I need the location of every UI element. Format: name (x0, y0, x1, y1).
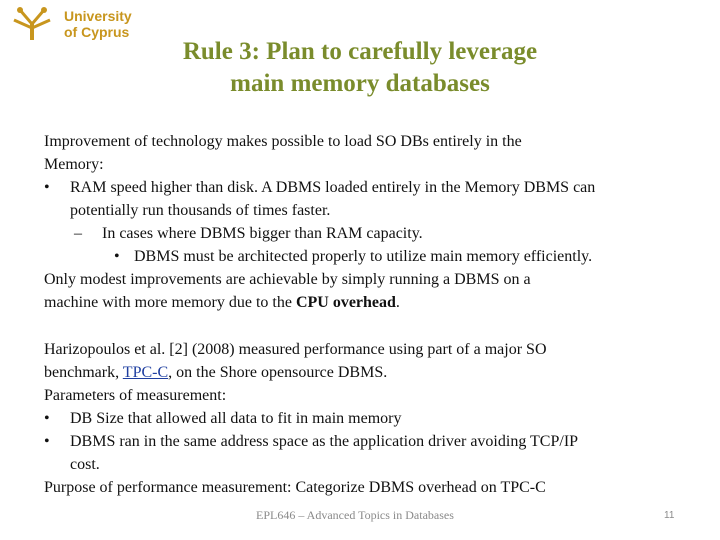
bullet-text: DBMS ran in the same address space as the application driver avoiding TCP/IP (70, 433, 579, 450)
university-logo (10, 6, 140, 42)
paragraph-line: Only modest improvements are achievable by simply running a DBMS on a (44, 271, 531, 288)
slide-body (44, 130, 684, 499)
logo-line-2: of Cyprus (64, 24, 130, 40)
paragraph-line: Purpose of performance measurement: Categorize DBMS overhead on TPC-C (44, 479, 546, 496)
paragraph-line (44, 291, 684, 314)
slide-title (130, 36, 590, 100)
bullet-icon: • (44, 410, 50, 427)
title-line-1: Rule 3: Plan to carefully leverage (182, 38, 538, 65)
bullet-item (44, 430, 684, 453)
text-run: benchmark, (44, 364, 123, 381)
dash-icon: – (74, 225, 82, 242)
bullet-icon: • (44, 433, 50, 450)
sub-sub-bullet-item (44, 245, 684, 268)
logo-line-1: University (64, 8, 132, 24)
bullet-text: DB Size that allowed all data to fit in main memory (70, 410, 402, 427)
sub-sub-bullet-text: DBMS must be architected properly to utilize main memory efficiently. (134, 248, 593, 265)
emphasis-text: CPU overhead (295, 294, 396, 311)
bullet-continuation: potentially run thousands of times faster. (70, 202, 331, 219)
text-run: . (395, 294, 400, 311)
logo-text (64, 8, 132, 40)
title-line-2: main memory databases (230, 70, 490, 97)
text-run: machine with more memory due to the (44, 294, 296, 311)
text-run: , on the Shore opensource DBMS. (168, 364, 388, 381)
page-number: 11 (664, 510, 675, 521)
bullet-icon: • (114, 248, 120, 265)
bullet-item (44, 176, 684, 199)
tpc-c-link[interactable]: TPC-C (122, 364, 169, 381)
bullet-icon: • (44, 179, 50, 196)
paragraph-line: Harizopoulos et al. [2] (2008) measured performance using part of a major SO (44, 341, 547, 358)
bullet-continuation: cost. (70, 456, 100, 473)
footer-course: EPL646 – Advanced Topics in Databases (256, 508, 454, 522)
paragraph-line: Parameters of measurement: (44, 387, 227, 404)
sub-bullet-text: In cases where DBMS bigger than RAM capacity. (102, 225, 423, 242)
bullet-item (44, 407, 684, 430)
paragraph-line: Memory: (44, 156, 104, 173)
cyprus-emblem-icon (10, 6, 54, 42)
sub-bullet-item (44, 222, 684, 245)
paragraph-line: Improvement of technology makes possible to load SO DBs entirely in the (44, 133, 522, 150)
paragraph-line (44, 361, 684, 384)
bullet-text: RAM speed higher than disk. A DBMS loaded entirely in the Memory DBMS can (70, 179, 596, 196)
spacer (44, 314, 684, 338)
